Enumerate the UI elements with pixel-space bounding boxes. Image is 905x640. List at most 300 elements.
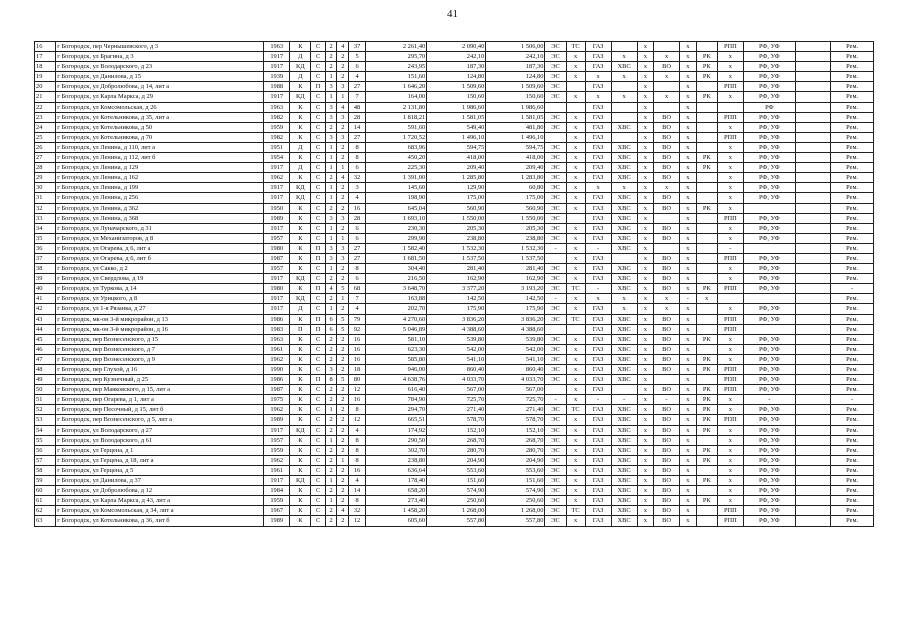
table-cell: - — [611, 395, 637, 405]
table-cell: Рем. — [831, 92, 874, 102]
table-cell: - — [831, 284, 874, 294]
table-cell: 1917 — [264, 52, 290, 62]
table-cell: 281,40 — [427, 264, 486, 274]
table-cell: П — [311, 253, 325, 263]
table-cell: х — [680, 163, 697, 173]
table-cell: 5 — [337, 375, 349, 385]
table-cell: П — [311, 314, 325, 324]
table-cell: ХВС — [611, 506, 637, 516]
table-cell: Рем. — [831, 465, 874, 475]
table-cell: РПП — [717, 112, 743, 122]
table-cell: 560,90 — [427, 203, 486, 213]
table-row — [35, 193, 874, 203]
table-cell: х — [637, 223, 654, 233]
table-cell: ГАЗ — [585, 506, 611, 516]
table-cell: 1959 — [264, 122, 290, 132]
table-cell: 1 532,30 — [486, 243, 545, 253]
table-cell: 1986 — [264, 314, 290, 324]
table-cell: К — [290, 395, 311, 405]
table-cell: 725,70 — [486, 395, 545, 405]
table-cell: ГАЗ — [585, 496, 611, 506]
table-cell: Рем. — [831, 445, 874, 455]
table-cell: К — [290, 445, 311, 455]
table-cell — [795, 42, 830, 52]
row-number: 19 — [35, 72, 56, 82]
table-cell: х — [680, 193, 697, 203]
table-cell: 946,00 — [365, 365, 426, 375]
table-cell: 1954 — [264, 153, 290, 163]
table-cell: 1917 — [264, 223, 290, 233]
table-cell: 8 — [349, 264, 366, 274]
table-cell: ГАЗ — [585, 304, 611, 314]
table-cell: 12 — [349, 415, 366, 425]
table-cell: х — [637, 52, 654, 62]
table-cell: РФ, УФ — [743, 375, 795, 385]
table-cell: х — [680, 142, 697, 152]
table-cell: К — [290, 354, 311, 364]
table-cell: 2 — [337, 435, 349, 445]
table-cell: РК — [696, 62, 717, 72]
table-cell: 4 270,60 — [365, 314, 426, 324]
table-cell: ХВС — [611, 445, 637, 455]
table-cell: х — [637, 365, 654, 375]
table-cell: РФ, УФ — [743, 486, 795, 496]
table-cell: ГАЗ — [585, 405, 611, 415]
table-cell — [795, 183, 830, 193]
table-cell: 3 648,70 — [365, 284, 426, 294]
table-cell: 209,40 — [427, 163, 486, 173]
row-number: 55 — [35, 435, 56, 445]
table-cell: 418,00 — [486, 153, 545, 163]
table-cell: ГАЗ — [585, 274, 611, 284]
table-cell: 557,80 — [427, 516, 486, 526]
row-number: 23 — [35, 112, 56, 122]
table-cell — [795, 284, 830, 294]
table-cell: Рем. — [831, 243, 874, 253]
table-cell: 1962 — [264, 405, 290, 415]
table-cell: РК — [696, 395, 717, 405]
table-cell: 271,40 — [427, 405, 486, 415]
table-cell: ВО — [654, 425, 680, 435]
address-cell: г Богородск, ул Котельникова, д 35, лит а — [56, 112, 264, 122]
table-cell: 553,60 — [427, 465, 486, 475]
table-cell: 1 391,00 — [365, 173, 426, 183]
table-cell: К — [290, 365, 311, 375]
table-cell: 250,60 — [486, 496, 545, 506]
table-cell: Рем. — [831, 213, 874, 223]
table-cell: 665,51 — [365, 415, 426, 425]
table-cell: РФ, УФ — [743, 72, 795, 82]
table-cell: х — [637, 142, 654, 152]
table-cell: х — [637, 132, 654, 142]
table-cell: 2 — [325, 274, 337, 284]
table-row — [35, 415, 874, 425]
table-cell: РФ, УФ — [743, 415, 795, 425]
table-cell: 2 — [325, 62, 337, 72]
table-cell: ЭС — [545, 142, 566, 152]
table-cell: 1917 — [264, 304, 290, 314]
table-cell — [696, 142, 717, 152]
table-cell: ГАЗ — [585, 324, 611, 334]
table-cell — [696, 314, 717, 324]
table-cell: РФ, УФ — [743, 112, 795, 122]
table-cell: ЭС — [545, 304, 566, 314]
table-cell: 549,40 — [427, 122, 486, 132]
table-cell: Рем. — [831, 102, 874, 112]
table-cell: х — [566, 445, 585, 455]
table-cell: 418,00 — [427, 153, 486, 163]
table-cell: ГАЗ — [585, 455, 611, 465]
table-cell: Рем. — [831, 455, 874, 465]
table-cell: 174,92 — [365, 425, 426, 435]
table-cell: х — [637, 122, 654, 132]
address-cell: г Богородск, ул Володарского, д 23 — [56, 62, 264, 72]
address-cell: г Богородск, ул Карла Маркса, д 29 — [56, 92, 264, 102]
table-cell: 4 — [337, 42, 349, 52]
address-cell: г Богородск, пер Кузнечный, д 25 — [56, 375, 264, 385]
table-cell: РПП — [717, 42, 743, 52]
table-cell: - — [585, 284, 611, 294]
table-cell: 16 — [349, 465, 366, 475]
table-cell: 1 509,60 — [486, 82, 545, 92]
table-cell: ВО — [654, 112, 680, 122]
table-cell: ЭС — [545, 82, 566, 92]
table-cell: - — [717, 243, 743, 253]
table-cell: х — [637, 405, 654, 415]
table-cell: ЭС — [545, 445, 566, 455]
table-cell: 3 — [337, 253, 349, 263]
table-cell: ВО — [654, 486, 680, 496]
row-number: 53 — [35, 415, 56, 425]
table-cell — [611, 42, 637, 52]
table-cell: РФ, УФ — [743, 52, 795, 62]
table-cell: х — [717, 92, 743, 102]
table-cell: РПП — [717, 516, 743, 526]
table-cell: РФ, УФ — [743, 92, 795, 102]
table-cell: х — [717, 274, 743, 284]
table-cell: РФ, УФ — [743, 253, 795, 263]
table-cell: РФ, УФ — [743, 274, 795, 284]
table-cell: х — [680, 385, 697, 395]
table-cell: ВО — [654, 274, 680, 284]
table-cell: 636,64 — [365, 465, 426, 475]
address-cell: г Богородск, пер Вознесенского, д 15 — [56, 334, 264, 344]
table-cell: ВО — [654, 173, 680, 183]
table-cell: 1 509,60 — [427, 82, 486, 92]
table-cell: К — [290, 486, 311, 496]
table-cell: х — [566, 264, 585, 274]
address-cell: г Богородск, ул Ленина, д 368 — [56, 213, 264, 223]
table-cell: х — [717, 334, 743, 344]
table-cell: 16 — [349, 203, 366, 213]
table-cell: х — [566, 395, 585, 405]
table-cell — [743, 324, 795, 334]
table-cell: ЭС — [545, 62, 566, 72]
table-cell: ГАЗ — [585, 132, 611, 142]
table-cell: РК — [696, 385, 717, 395]
table-cell: х — [637, 476, 654, 486]
table-cell: С — [311, 506, 325, 516]
table-cell: - — [545, 294, 566, 304]
table-cell: 1 — [325, 435, 337, 445]
table-cell: ГАЗ — [585, 385, 611, 395]
table-row — [35, 465, 874, 475]
table-cell: ВО — [654, 354, 680, 364]
table-cell: С — [311, 183, 325, 193]
table-cell: ЭС — [545, 42, 566, 52]
table-row — [35, 42, 874, 52]
table-cell: ХВС — [611, 516, 637, 526]
table-cell: х — [680, 274, 697, 284]
table-cell: х — [717, 122, 743, 132]
table-cell: ЭС — [545, 354, 566, 364]
table-cell: 178,40 — [365, 476, 426, 486]
table-cell: 1990 — [264, 365, 290, 375]
table-cell: 542,00 — [486, 344, 545, 354]
table-cell: Д — [290, 304, 311, 314]
table-cell: 2 — [337, 516, 349, 526]
row-number: 35 — [35, 233, 56, 243]
table-cell: К — [290, 405, 311, 415]
table-cell: х — [680, 153, 697, 163]
address-cell: г Богородск, мк-он 3-й микрорайон, д 16 — [56, 324, 264, 334]
table-cell: 2 — [337, 122, 349, 132]
table-cell: 79 — [349, 314, 366, 324]
table-cell: 238,80 — [365, 455, 426, 465]
table-cell: 175,90 — [427, 304, 486, 314]
table-cell: 1917 — [264, 62, 290, 72]
table-cell: Рем. — [831, 52, 874, 62]
table-cell: 481,80 — [486, 122, 545, 132]
table-cell — [717, 102, 743, 112]
table-cell: 2 — [337, 203, 349, 213]
table-cell: С — [311, 52, 325, 62]
table-cell: РПП — [717, 314, 743, 324]
table-cell — [611, 385, 637, 395]
table-row — [35, 486, 874, 496]
table-cell: х — [611, 52, 637, 62]
row-number: 37 — [35, 253, 56, 263]
table-cell: х — [566, 142, 585, 152]
table-cell: Рем. — [831, 324, 874, 334]
table-cell: х — [717, 405, 743, 415]
table-cell: х — [680, 365, 697, 375]
table-cell: 1975 — [264, 395, 290, 405]
table-cell — [795, 112, 830, 122]
row-number: 27 — [35, 153, 56, 163]
table-cell: РФ, УФ — [743, 264, 795, 274]
table-cell: 1963 — [264, 102, 290, 112]
table-cell: Рем. — [831, 132, 874, 142]
table-row — [35, 233, 874, 243]
table-cell: 80 — [349, 375, 366, 385]
table-cell: ХВС — [611, 334, 637, 344]
table-cell: Рем. — [831, 153, 874, 163]
table-cell: 198,90 — [365, 193, 426, 203]
table-cell: 16 — [349, 344, 366, 354]
scan-artifact — [4, 626, 5, 631]
table-cell: ГАЗ — [585, 476, 611, 486]
table-cell: ВО — [654, 415, 680, 425]
table-cell — [696, 112, 717, 122]
table-cell: х — [717, 183, 743, 193]
row-number: 25 — [35, 132, 56, 142]
table-cell: х — [637, 42, 654, 52]
table-cell: 542,00 — [427, 344, 486, 354]
table-cell: 4 — [337, 506, 349, 516]
table-cell: 683,96 — [365, 142, 426, 152]
table-cell: Рем. — [831, 425, 874, 435]
table-cell: х — [717, 425, 743, 435]
table-cell: ХВС — [611, 173, 637, 183]
table-cell: ЭС — [545, 72, 566, 82]
table-row — [35, 112, 874, 122]
table-cell: 205,30 — [486, 223, 545, 233]
table-cell: х — [680, 183, 697, 193]
row-number: 50 — [35, 385, 56, 395]
table-cell: 304,40 — [365, 264, 426, 274]
table-cell: П — [311, 375, 325, 385]
table-cell: Рем. — [831, 203, 874, 213]
table-cell: К — [290, 253, 311, 263]
table-cell: 175,90 — [486, 304, 545, 314]
table-cell: ГАЗ — [585, 82, 611, 92]
table-cell: 2 — [325, 425, 337, 435]
table-cell: ГАЗ — [585, 445, 611, 455]
table-cell: 623,30 — [365, 344, 426, 354]
table-cell: К — [290, 385, 311, 395]
table-cell: ЭС — [545, 193, 566, 203]
address-cell: г Богородск, ул Комсомольская, д 34, лит а — [56, 506, 264, 516]
table-row — [35, 516, 874, 526]
table-cell: х — [637, 112, 654, 122]
address-cell: г Богородск, пер Чернышевского, д 3 — [56, 42, 264, 52]
table-cell: ХВС — [611, 415, 637, 425]
table-cell: ЭС — [545, 92, 566, 102]
table-cell: 645,04 — [365, 203, 426, 213]
row-number: 38 — [35, 264, 56, 274]
table-cell: КД — [290, 476, 311, 486]
table-cell: 1982 — [264, 112, 290, 122]
row-number: 43 — [35, 314, 56, 324]
table-cell: 7 — [349, 92, 366, 102]
table-cell: 658,20 — [365, 486, 426, 496]
address-cell: г Богородск, пер Маяковского, д 15, лит а — [56, 385, 264, 395]
table-cell: 1963 — [264, 42, 290, 52]
table-cell — [696, 102, 717, 112]
table-cell: х — [717, 142, 743, 152]
table-cell: ВО — [654, 223, 680, 233]
table-cell: ТС — [566, 314, 585, 324]
table-cell: С — [311, 334, 325, 344]
table-cell: 5 — [337, 324, 349, 334]
table-cell: 1989 — [264, 516, 290, 526]
table-cell: х — [637, 334, 654, 344]
table-cell: х — [680, 92, 697, 102]
table-cell: х — [680, 334, 697, 344]
table-cell: РФ, УФ — [743, 496, 795, 506]
table-cell: 1 — [325, 92, 337, 102]
table-cell: ЭС — [545, 425, 566, 435]
table-cell: 1917 — [264, 274, 290, 284]
table-cell: ГАЗ — [585, 153, 611, 163]
table-cell: х — [654, 92, 680, 102]
table-cell: Рем. — [831, 72, 874, 82]
table-cell: С — [311, 405, 325, 415]
table-cell: 2 — [325, 455, 337, 465]
table-cell: ЭС — [545, 344, 566, 354]
table-cell: 1980 — [264, 243, 290, 253]
table-cell: 2 — [325, 395, 337, 405]
table-cell — [696, 516, 717, 526]
table-cell: ВО — [654, 163, 680, 173]
table-cell: ВО — [654, 253, 680, 263]
table-cell: 585,80 — [365, 354, 426, 364]
table-cell: 2 — [337, 496, 349, 506]
table-cell: х — [717, 153, 743, 163]
table-cell: х — [680, 354, 697, 364]
page-number: 41 — [447, 8, 458, 20]
table-cell: ВО — [654, 405, 680, 415]
table-cell: 1987 — [264, 253, 290, 263]
table-cell: 162,90 — [427, 274, 486, 284]
table-row — [35, 365, 874, 375]
table-cell: 14 — [349, 122, 366, 132]
table-cell: 2 — [325, 52, 337, 62]
table-cell: х — [611, 72, 637, 82]
table-row — [35, 213, 874, 223]
table-cell — [654, 42, 680, 52]
table-cell — [795, 102, 830, 112]
table-cell: РК — [696, 365, 717, 375]
table-cell: х — [566, 173, 585, 183]
table-cell: 151,60 — [486, 476, 545, 486]
row-number: 21 — [35, 92, 56, 102]
row-number: 57 — [35, 455, 56, 465]
table-cell: 1 — [325, 142, 337, 152]
table-cell: х — [611, 92, 637, 102]
table-cell: ВО — [654, 132, 680, 142]
table-cell: ВО — [654, 334, 680, 344]
table-cell: х — [680, 496, 697, 506]
table-cell: Рем. — [831, 375, 874, 385]
row-number: 63 — [35, 516, 56, 526]
table-cell: х — [680, 72, 697, 82]
table-cell: РК — [696, 354, 717, 364]
table-cell: х — [717, 193, 743, 203]
table-row — [35, 506, 874, 516]
table-cell — [545, 132, 566, 142]
table-cell: Рем. — [831, 112, 874, 122]
table-cell: х — [717, 445, 743, 455]
address-cell: г Богородск, мк-он 3-й микрорайон, д 13 — [56, 314, 264, 324]
table-cell: 2 — [337, 142, 349, 152]
table-cell: ГАЗ — [585, 435, 611, 445]
table-cell: 152,10 — [486, 425, 545, 435]
table-cell: ВО — [654, 324, 680, 334]
table-cell: 1987 — [264, 385, 290, 395]
address-cell: г Богородск, ул Ленина, д 362 — [56, 203, 264, 213]
table-cell: Рем. — [831, 294, 874, 304]
table-cell — [743, 294, 795, 304]
table-cell: С — [311, 203, 325, 213]
table-cell: 2 — [337, 223, 349, 233]
table-cell: 28 — [349, 213, 366, 223]
table-cell: КД — [290, 183, 311, 193]
table-cell: х — [680, 233, 697, 243]
address-cell: г Богородск, ул Карла Маркса, д 43, лит а — [56, 496, 264, 506]
table-cell: Рем. — [831, 496, 874, 506]
